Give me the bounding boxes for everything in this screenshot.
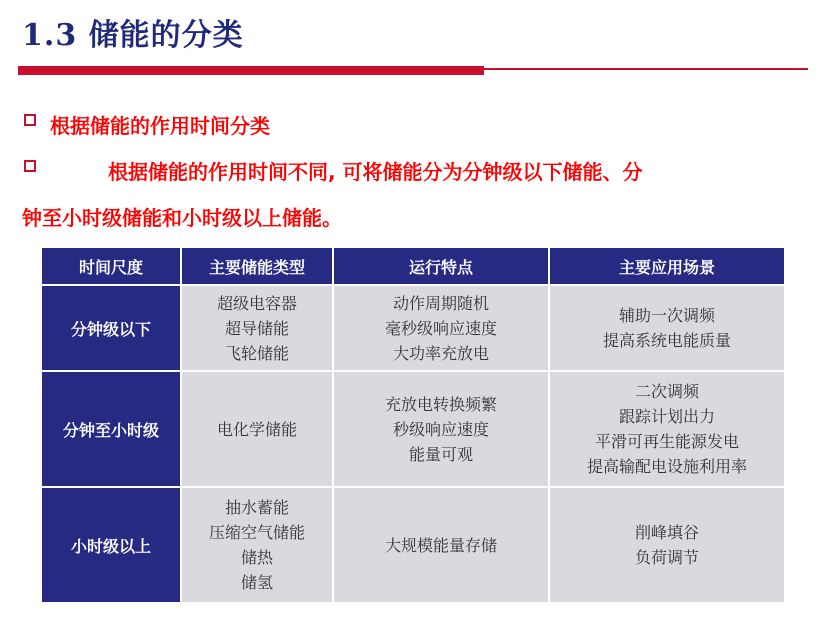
row-features [333,371,549,487]
row-types [181,285,333,371]
bullet-text-2-cont: 钟至小时级储能和小时级以上储能。 [22,206,342,230]
type-item: 电化学储能 [216,419,297,439]
application-item: 削峰填谷 [634,523,699,542]
row-applications [549,487,785,603]
feature-item: 大规模能量存储 [384,535,497,555]
type-item: 储氢 [240,573,273,592]
feature-item: 秒级响应速度 [392,419,489,439]
feature-item: 能量可观 [408,444,473,464]
energy-storage-table [40,246,786,604]
type-item: 超级电容器 [216,293,297,313]
row-applications [549,285,785,371]
row-scale: 分钟级以下 [41,285,181,371]
title-underline-thick [18,66,484,75]
feature-item: 毫秒级响应速度 [384,318,497,338]
table-row [41,371,785,487]
type-item: 储热 [240,548,273,567]
type-item: 飞轮储能 [224,343,289,363]
application-item: 辅助一次调频 [618,306,715,325]
row-types [181,487,333,603]
header-storage-type: 主要储能类型 [181,247,333,285]
page-title: 1.3 储能的分类 [22,18,244,53]
table-header-row [41,247,785,285]
type-item: 超导储能 [224,318,289,338]
square-bullet-icon [24,114,36,126]
row-features [333,487,549,603]
bullet-text-1: 根据储能的作用时间分类 [50,114,270,138]
header-time-scale: 时间尺度 [41,247,181,285]
application-item: 提高输配电设施利用率 [586,457,747,476]
row-scale: 小时级以上 [41,487,181,603]
feature-item: 充放电转换频繁 [384,394,497,414]
row-types [181,371,333,487]
header-features: 运行特点 [333,247,549,285]
application-item: 提高系统电能质量 [602,331,731,350]
table-row [41,487,785,603]
row-applications [549,371,785,487]
bullet-text-2: 根据储能的作用时间不同, 可将储能分为分钟级以下储能、分 [108,160,643,184]
feature-item: 动作周期随机 [392,293,489,313]
row-scale: 分钟至小时级 [41,371,181,487]
type-item: 压缩空气储能 [208,523,305,542]
application-item: 二次调频 [634,382,699,401]
type-item: 抽水蓄能 [224,498,289,517]
table-row [41,285,785,371]
application-item: 平滑可再生能源发电 [594,432,739,451]
feature-item: 大功率充放电 [392,343,489,363]
application-item: 跟踪计划出力 [618,407,715,426]
square-bullet-icon [24,160,36,172]
header-applications: 主要应用场景 [549,247,785,285]
title-underline-thin [484,68,808,70]
application-item: 负荷调节 [634,548,699,567]
row-features [333,285,549,371]
